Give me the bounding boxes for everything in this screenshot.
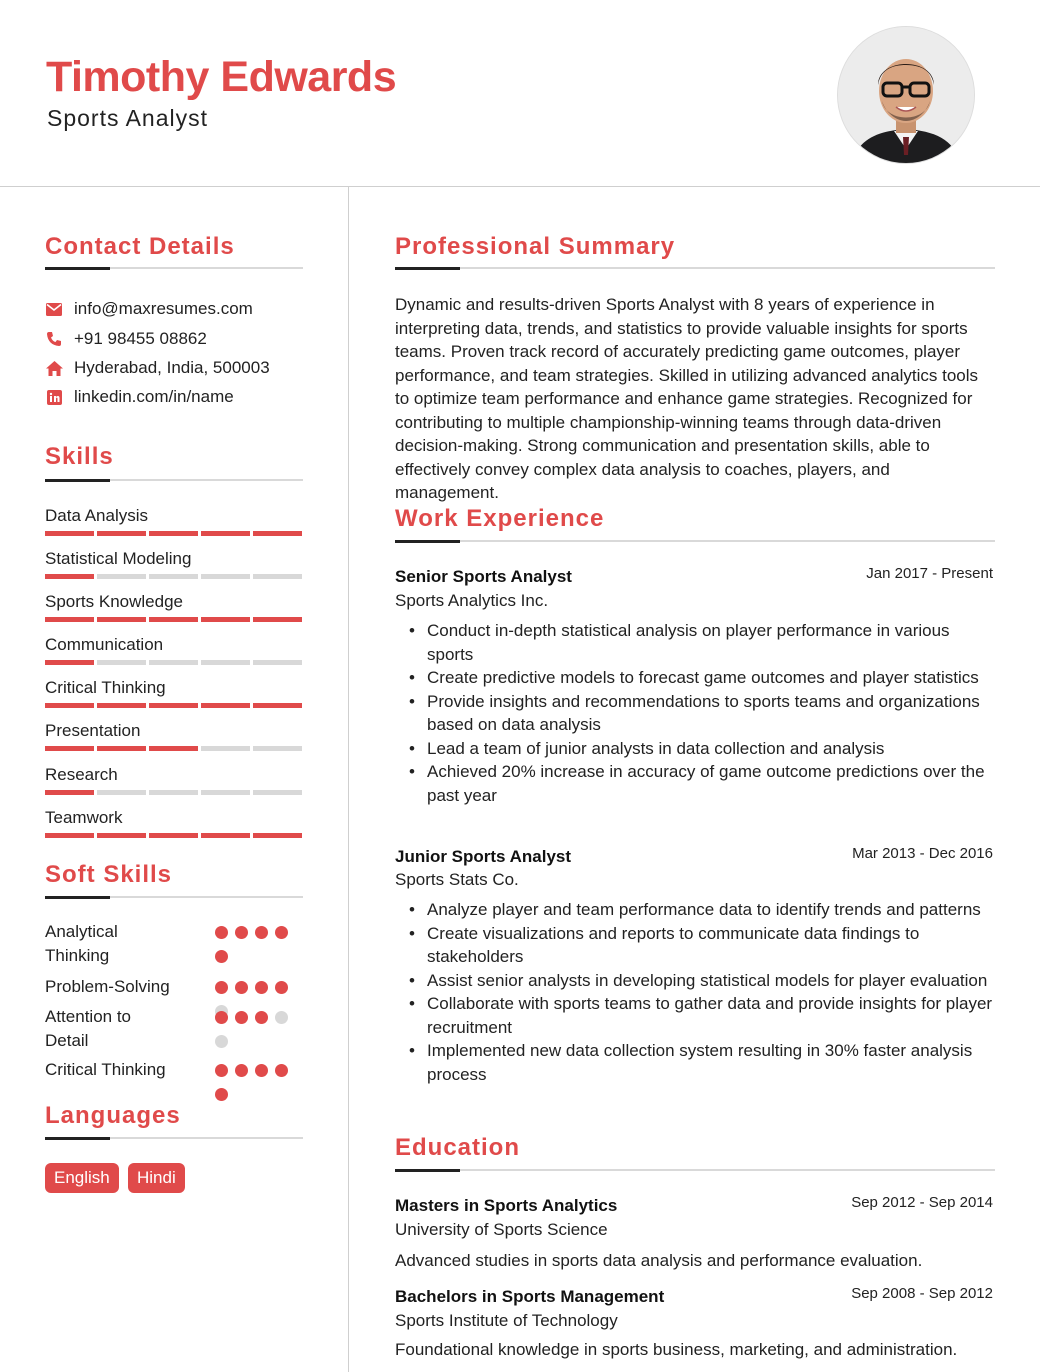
skill-level-bars xyxy=(45,703,302,708)
contact-email[interactable] xyxy=(45,297,253,321)
skill-label: Data Analysis xyxy=(45,506,148,525)
skill-level-bars xyxy=(45,574,302,579)
skill-level-segment xyxy=(45,617,94,622)
education-dates: Sep 2008 - Sep 2012 xyxy=(851,1285,993,1302)
skill-level-segment xyxy=(149,531,198,536)
job-bullet: • Lead a team of junior analysts in data collection and analysis xyxy=(427,737,995,761)
candidate-name: Timothy Edwards xyxy=(46,53,397,101)
contact-address-text: Hyderabad, India, 500003 xyxy=(74,358,270,377)
soft-skill-dot xyxy=(275,926,288,939)
skill-level-segment xyxy=(201,574,250,579)
soft-skill-dot xyxy=(215,1035,228,1048)
skill-level-segment xyxy=(201,833,250,838)
soft-skill-dot xyxy=(255,1011,268,1024)
soft-skill-dot xyxy=(275,1011,288,1024)
skill-level-segment xyxy=(45,703,94,708)
skill-level-bars xyxy=(45,790,302,795)
skill-level-segment xyxy=(253,660,302,665)
education-dates: Sep 2012 - Sep 2014 xyxy=(851,1194,993,1211)
contact-section-rule xyxy=(45,267,303,269)
skill-item xyxy=(45,678,302,698)
soft-skill-label: Problem-Solving xyxy=(45,977,170,996)
soft-skill-dot xyxy=(275,981,288,994)
job-bullet: • Achieved 20% increase in accuracy of game outcome predictions over the past year xyxy=(427,760,995,807)
skill-level-segment xyxy=(149,574,198,579)
skill-label: Statistical Modeling xyxy=(45,549,192,568)
skill-item xyxy=(45,592,302,612)
contact-linkedin[interactable] xyxy=(45,385,234,409)
soft-skill-dot xyxy=(235,926,248,939)
candidate-role: Sports Analyst xyxy=(47,105,209,131)
contact-email-text: info@maxresumes.com xyxy=(74,299,253,318)
language-tag: Hindi xyxy=(128,1163,185,1193)
skill-level-segment xyxy=(253,833,302,838)
job-title: Senior Sports Analyst xyxy=(395,567,572,586)
job-bullet: • Collaborate with sports teams to gather data and provide insights for player recruitment xyxy=(427,992,995,1039)
skill-level-segment xyxy=(97,660,146,665)
job-dates: Jan 2017 - Present xyxy=(866,565,993,582)
skill-level-segment xyxy=(97,833,146,838)
job-bullet: • Assist senior analysts in developing statistical models for player evaluation xyxy=(427,969,995,993)
skill-level-segment xyxy=(149,703,198,708)
soft-skill-label: Analytical Thinking xyxy=(45,922,118,965)
experience-section-title: Work Experience xyxy=(395,505,605,532)
job-bullet: • Create predictive models to forecast game outcomes and player statistics xyxy=(427,666,995,690)
skill-level-segment xyxy=(45,790,94,795)
skill-label: Sports Knowledge xyxy=(45,592,183,611)
soft-skill-dot xyxy=(255,981,268,994)
education-description: Foundational knowledge in sports business, marketing, and administration. xyxy=(395,1340,958,1359)
job-bullets xyxy=(395,898,995,1086)
skill-level-bars xyxy=(45,833,302,838)
skill-level-segment xyxy=(97,531,146,536)
contact-section-title: Contact Details xyxy=(45,233,235,260)
skill-level-bars xyxy=(45,617,302,622)
skill-item xyxy=(45,506,302,526)
skill-item xyxy=(45,549,302,569)
soft-skill-item xyxy=(45,1058,305,1098)
soft-skill-item xyxy=(45,1005,305,1055)
resume-header xyxy=(0,0,1040,187)
summary-section-rule xyxy=(395,267,995,269)
skill-level-segment xyxy=(149,660,198,665)
skill-level-segment xyxy=(45,833,94,838)
skill-label: Research xyxy=(45,765,118,784)
skills-section-title: Skills xyxy=(45,443,114,470)
soft-skill-dot xyxy=(215,1011,228,1024)
job-bullet: • Implemented new data collection system resulting in 30% faster analysis process xyxy=(427,1039,995,1086)
skill-label: Teamwork xyxy=(45,808,123,827)
job-bullet: • Create visualizations and reports to communicate data findings to stakeholders xyxy=(427,922,995,969)
education-section-title: Education xyxy=(395,1134,521,1161)
soft-skill-dot xyxy=(215,981,228,994)
column-divider xyxy=(348,187,349,1372)
skill-level-segment xyxy=(45,746,94,751)
home-icon xyxy=(45,359,63,377)
skill-level-bars xyxy=(45,746,302,751)
skill-label: Presentation xyxy=(45,721,141,740)
experience-section-rule xyxy=(395,540,995,542)
soft-skill-dot xyxy=(235,1011,248,1024)
contact-phone[interactable] xyxy=(45,327,207,351)
job-bullet: • Provide insights and recommendations to sports teams and organizations based on data analysis xyxy=(427,690,995,737)
skill-level-segment xyxy=(253,790,302,795)
soft-skill-item xyxy=(45,975,305,1001)
summary-section-title: Professional Summary xyxy=(395,233,676,260)
education-degree: Bachelors in Sports Management xyxy=(395,1287,665,1306)
skill-level-segment xyxy=(253,703,302,708)
skill-level-bars xyxy=(45,660,302,665)
soft-skills-section-title: Soft Skills xyxy=(45,861,173,888)
soft-skill-item xyxy=(45,920,305,970)
soft-skill-dot xyxy=(275,1064,288,1077)
skill-level-segment xyxy=(97,703,146,708)
skill-level-segment xyxy=(253,617,302,622)
education-description: Advanced studies in sports data analysis and performance evaluation. xyxy=(395,1251,923,1270)
skill-level-segment xyxy=(253,531,302,536)
linkedin-icon xyxy=(45,388,63,406)
skill-level-segment xyxy=(149,833,198,838)
soft-skill-dot xyxy=(215,926,228,939)
job-company: Sports Stats Co. xyxy=(395,870,519,889)
soft-skill-dot xyxy=(215,1064,228,1077)
job-title: Junior Sports Analyst xyxy=(395,847,572,866)
skill-level-segment xyxy=(45,531,94,536)
soft-skill-label: Attention to Detail xyxy=(45,1007,132,1050)
skill-item xyxy=(45,635,302,655)
skill-level-segment xyxy=(97,790,146,795)
soft-skill-label: Critical Thinking xyxy=(45,1060,166,1079)
skill-level-segment xyxy=(201,703,250,708)
skill-level-segment xyxy=(253,574,302,579)
skill-item xyxy=(45,721,302,741)
education-degree: Masters in Sports Analytics xyxy=(395,1196,618,1215)
skill-level-segment xyxy=(149,746,198,751)
skill-level-segment xyxy=(201,660,250,665)
education-section-rule xyxy=(395,1169,995,1171)
summary-text: Dynamic and results-driven Sports Analyst with 8 years of experience in interpreting data, trends, and statistics to provide valuable insights for sports teams. Proven track record of accurately predicting game outcomes, player performance, and team strategies. Skilled in utilizing advanced analytics tools to optimize team performance and enhance game strategies. Recognized for contributing to multiple championship-winning teams through data-driven decision-making. Strong communication and presentation skills, able to effectively convey complex data analysis to coaches, players, and management. xyxy=(395,295,979,502)
skill-level-segment xyxy=(201,617,250,622)
job-dates: Mar 2013 - Dec 2016 xyxy=(852,845,993,862)
job-bullets xyxy=(395,619,995,807)
education-school: University of Sports Science xyxy=(395,1220,608,1239)
contact-linkedin-text: linkedin.com/in/name xyxy=(74,387,234,406)
skill-level-segment xyxy=(201,790,250,795)
soft-skill-dot xyxy=(235,1064,248,1077)
language-tag: English xyxy=(45,1163,119,1193)
soft-skill-dot xyxy=(255,926,268,939)
skill-level-segment xyxy=(97,574,146,579)
skill-label: Critical Thinking xyxy=(45,678,166,697)
skill-level-segment xyxy=(97,617,146,622)
skill-level-segment xyxy=(45,574,94,579)
languages-section-rule xyxy=(45,1137,303,1139)
skills-section-rule xyxy=(45,479,303,481)
skill-item xyxy=(45,765,302,785)
soft-skills-section-rule xyxy=(45,896,303,898)
soft-skill-dot xyxy=(215,950,228,963)
job-bullet: • Conduct in-depth statistical analysis on player performance in various sports xyxy=(427,619,995,666)
soft-skill-dot xyxy=(235,981,248,994)
job-bullet: • Analyze player and team performance data to identify trends and patterns xyxy=(427,898,995,922)
education-school: Sports Institute of Technology xyxy=(395,1311,618,1330)
skill-label: Communication xyxy=(45,635,164,654)
skill-level-segment xyxy=(253,746,302,751)
soft-skill-dot xyxy=(215,1088,228,1101)
contact-phone-text: +91 98455 08862 xyxy=(74,329,207,348)
skill-level-bars xyxy=(45,531,302,536)
contact-address xyxy=(45,356,270,380)
envelope-icon xyxy=(45,300,63,318)
soft-skill-dot xyxy=(255,1064,268,1077)
skill-level-segment xyxy=(97,746,146,751)
job-company: Sports Analytics Inc. xyxy=(395,591,549,610)
profile-photo xyxy=(837,26,975,164)
skill-level-segment xyxy=(149,617,198,622)
phone-icon xyxy=(45,330,63,348)
skill-level-segment xyxy=(201,531,250,536)
skill-level-segment xyxy=(45,660,94,665)
languages-section-title: Languages xyxy=(45,1102,181,1129)
skill-level-segment xyxy=(149,790,198,795)
skill-item xyxy=(45,808,302,828)
skill-level-segment xyxy=(201,746,250,751)
